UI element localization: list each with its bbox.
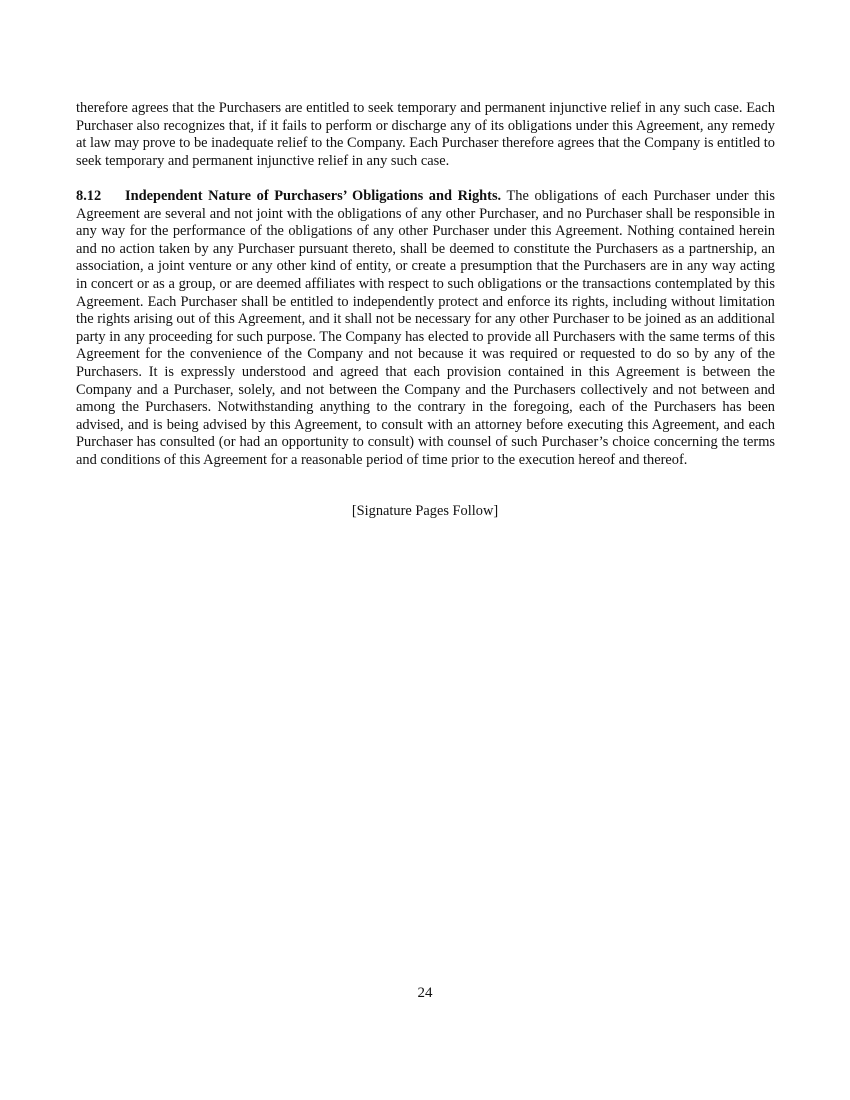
page-number: 24 (417, 985, 433, 1001)
section-heading: Independent Nature of Purchasers’ Obligations and Rights. (125, 188, 502, 204)
section-8-12-paragraph (76, 188, 775, 470)
section-number: 8.12 (76, 188, 102, 204)
section-body: The obligations of each Purchaser under this Agreement are several and not joint with the obligations of any other Purchaser, and no Purchaser shall be responsible in any way for the performance of the obligations of any other Purchaser under this Agreement. Nothing contained herein and no action taken by any Purchaser pursuant thereto, shall be deemed to constitute the Purchasers as a partnership, an association, a joint venture or any other kind of entity, or create a presumption that the Purchasers are in any way acting in concert or as a group, or are deemed affiliates with respect to such obligations or the transactions contemplated by this Agreement. Each Purchaser shall be entitled to independently protect and enforce its rights, including without limitation the rights arising out of this Agreement, and it shall not be necessary for any other Purchaser to be joined as an additional party in any proceeding for such purpose. The Company has elected to provide all Purchasers with the same terms of this Agreement for the convenience of the Company and not because it was required or requested to do so by any of the Purchasers. It is expressly understood and agreed that each provision contained in this Agreement is between the Company and a Purchaser, solely, and not between the Company and the Purchasers collectively and not between and among the Purchasers. Notwithstanding anything to the contrary in the foregoing, each of the Purchasers has been advised, and is being advised by this Agreement, to consult with an attorney before executing this Agreement, and each Purchaser has consulted (or had an opportunity to consult) with counsel of such Purchaser’s choice concerning the terms and conditions of this Agreement for a reasonable period of time prior to the execution hereof and thereof. (76, 188, 775, 468)
signature-pages-note: [Signature Pages Follow] (351, 503, 499, 519)
paragraph-continuation: therefore agrees that the Purchasers are entitled to seek temporary and permanent injunctive relief in any such case. Each Purchaser also recognizes that, if it fails to perform or discharge any of its obligations under this Agreement, any remedy at law may prove to be inadequate relief to the Company. Each Purchaser therefore agrees that the Company is entitled to seek temporary and permanent injunctive relief in any such case. (76, 100, 775, 169)
